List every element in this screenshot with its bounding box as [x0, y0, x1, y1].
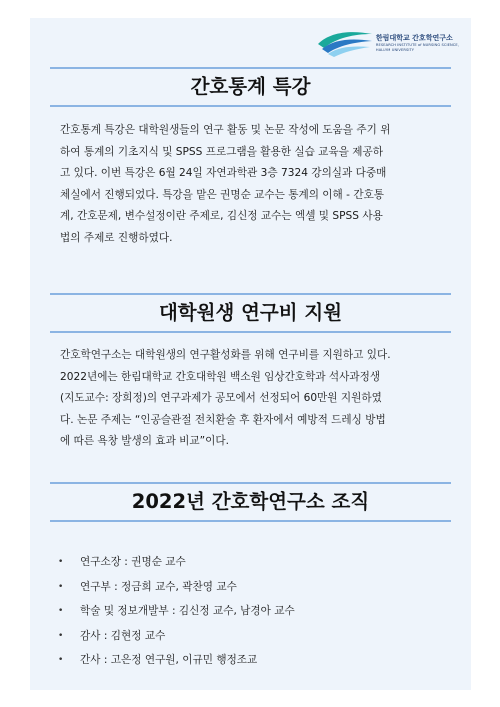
list-item-text: 감사 : 김현정 교수 [80, 629, 166, 642]
list-item-text: 연구소장 : 권명순 교수 [80, 556, 186, 568]
logo-name: 한림대학교 간호학연구소 [375, 34, 453, 42]
paragraph-line: 다. 논문 주제는 “인공슬관절 전치환술 후 환자에서 예방적 드레싱 방법 [60, 413, 386, 426]
section-heading-organization: 2022년 간호학연구소 조직 [50, 482, 451, 522]
list-item [58, 648, 438, 673]
paragraph-line: 계, 간호문제, 변수설정이란 주제로, 김신정 교수는 엑셀 및 SPSS 사용 [60, 210, 383, 223]
list-item-text: 연구부 : 정금희 교수, 곽찬영 교수 [80, 580, 237, 593]
section-heading-grad-research-fund: 대학원생 연구비 지원 [50, 293, 451, 333]
bullet-icon: • [58, 655, 64, 665]
list-item-text: 간사 : 고은정 연구원, 이규민 행정조교 [80, 654, 258, 666]
paragraph-line: 체실에서 진행되었다. 특강을 맡은 권명순 교수는 통계의 이해 - 간호통 [60, 188, 385, 201]
paragraph-line: 법의 주제로 진행하였다. [60, 231, 173, 244]
paragraph-line: 2022년에는 한림대학교 간호대학원 백소원 임상간호학과 석사과정생 [60, 370, 381, 383]
bullet-icon: • [58, 557, 64, 567]
organization-list [58, 550, 438, 673]
wave-logo-icon [316, 24, 374, 58]
list-item [58, 624, 438, 649]
paragraph-line: 고 있다. 이번 특강은 6월 24일 자연과학관 3층 7324 강의실과 다중매 [60, 167, 387, 180]
logo-subtitle-line1: RESEARCH INSTITUTE of NURSING SCIENCE, [375, 43, 459, 47]
list-item [58, 599, 438, 624]
list-item [58, 550, 438, 575]
bullet-icon: • [58, 581, 64, 592]
paragraph-line: 하여 통계의 기초지식 및 SPSS 프로그램을 활용한 실습 교육을 제공하 [60, 145, 383, 158]
bullet-icon: • [58, 606, 64, 616]
bullet-icon: • [58, 630, 64, 641]
logo-subtitle-line2: HALLYM UNIVERSITY [375, 47, 415, 52]
paragraph-line: 간호학연구소는 대학원생의 연구활성화를 위해 연구비를 지원하고 있다. [60, 349, 391, 361]
list-item [58, 575, 438, 600]
statistics-lecture-paragraph [60, 120, 442, 250]
newsletter-page [30, 18, 471, 690]
institute-logo [316, 24, 459, 58]
paragraph-line: (지도교수: 장희정)의 연구과제가 공모에서 선정되어 60만원 지원하였 [60, 392, 382, 405]
list-item-text: 학술 및 정보개발부 : 김신정 교수, 남경아 교수 [80, 605, 295, 617]
paragraph-line: 에 따른 욕창 발생의 효과 비교”이다. [60, 435, 229, 448]
paragraph-line: 간호통계 특강은 대학원생들의 연구 활동 및 논문 작성에 도움을 주기 위 [60, 124, 391, 136]
section-heading-statistics-lecture: 간호통계 특강 [50, 67, 451, 107]
grad-research-fund-paragraph [60, 345, 442, 453]
